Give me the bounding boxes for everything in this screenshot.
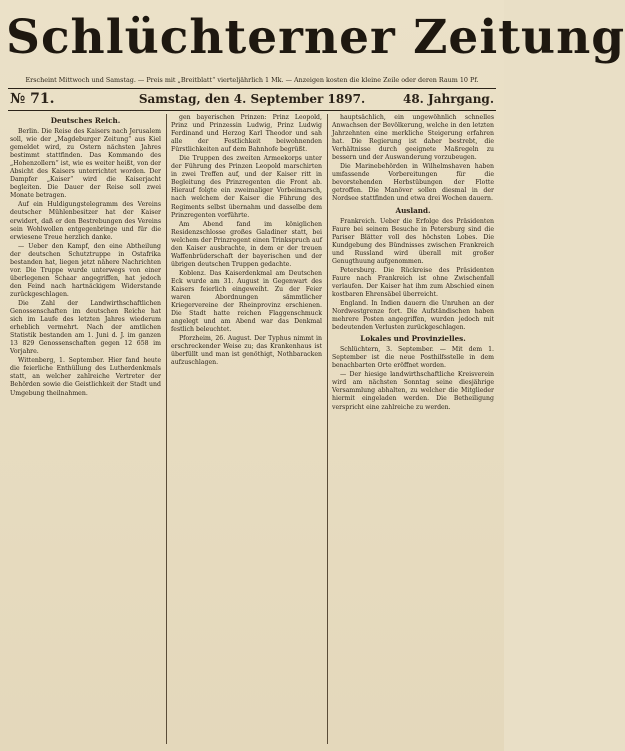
section-heading-deutsches-reich: Deutsches Reich. — [50, 116, 121, 125]
article-paragraph: Die Marinebehörden in Wilhelmshaven haben umfassende Vorbereitungen für die bevorstehenden Herbstübungen der Flotte getroffen. Die Manöver sollen diesmal in der Nordsee stattfinden und etwa drei Wochen dauern. — [332, 163, 494, 203]
article-paragraph: Die Truppen des zweiten Armeekorps unter der Führung des Prinzen Leopold marschirten in zwei Treffen auf, und der Kaiser ritt in Begleitung des Prinzregenten die Front ab. Hierauf folgte ein zweimaliger Vorbeimarsch, nach welchem der Kaiser die Führung des Regiments selbst übernahm und dasselbe dem Prinzregenten vorführte. — [171, 155, 322, 219]
column-1 — [10, 114, 161, 744]
article-paragraph: Petersburg. Die Rückreise des Präsidenten Faure nach Frankreich ist ohne Zwischenfall verlaufen. Der Kaiser hat ihm zum Abschied einen kostbaren Ehrensäbel überreicht. — [332, 266, 494, 298]
article-paragraph: Am Abend fand im königlichen Residenzschlosse großes Galadiner statt, bei welchem der Prinzregent einen Trinkspruch auf den Kaiser ausbrachte, in dem er der treuen Waffenbrüderschaft der bayerischen und der übrigen deutschen Truppen gedachte. — [171, 220, 322, 268]
column-3 — [332, 114, 494, 744]
masthead-title: Schlüchterner Zeitung — [6, 10, 625, 65]
article-paragraph: gen bayerischen Prinzen: Prinz Leopold, Prinz und Prinzessin Ludwig, Prinz Ludwig Ferdinand und Herzog Karl Theodor und sah alle der Festlichkeit beiwohnenden Fürstlichkeiten auf dem Bahnhofe begrüßt. — [171, 114, 322, 154]
column-2 — [171, 114, 322, 744]
top-rule — [8, 88, 496, 89]
article-paragraph: Pforzheim, 26. August. Der Typhus nimmt in erschreckender Weise zu; das Krankenhaus ist überfüllt und man ist genöthigt, Nothbaracken aufzuschlagen. — [171, 335, 322, 367]
issue-date: Samstag, den 4. September 1897. — [138, 92, 366, 106]
section-heading-lokales: Lokales und Provinzielles. — [360, 334, 466, 344]
column-divider — [166, 114, 167, 744]
article-paragraph: — Der hiesige landwirthschaftliche Kreisverein wird am nächsten Sonntag seine diesjährige Versammlung abhalten, zu welcher die Mitglieder hiermit eingeladen werden. Die Betheiligung verspricht eine zahlreiche zu werden. — [332, 371, 494, 411]
article-paragraph: — Ueber den Kampf, den eine Abtheilung der deutschen Schutztruppe in Ostafrika bestanden hat, liegen jetzt nähere Nachrichten vor. Die Truppe wurde unterwegs von einer überlegenen Schaar angegriffen, hat jedoch den Feind nach hartnäckigem Widerstande zurückgeschlagen. — [10, 242, 161, 298]
article-paragraph: hauptsächlich, ein ungewöhnlich schnelles Anwachsen der Bevölkerung, welche in den letzten Jahrzehnten eine merkliche Steigerung erfahren hat. Die Regierung ist daher bestrebt, die Verhältnisse durch geeignete Maßregeln zu bessern und der Auswanderung vorzubeugen. — [332, 114, 494, 162]
article-paragraph: Die Zahl der Landwirthschaftlichen Genossenschaften im deutschen Reiche hat sich im Laufe des letzten Jahres wiederum erheblich vermehrt. Nach der amtlichen Statistik bestanden am 1. Juni d. J. im ganzen 13 829 Genossenschaften gegen 12 658 im Vorjahre. — [10, 299, 161, 356]
article-paragraph: Auf ein Huldigungstelegramm des Vereins deutscher Mühlenbesitzer hat der Kaiser erwidert, daß er den Bestrebungen des Vereins sein Wohlwollen entgegenbringe und für die erwiesene Treue herzlich danke. — [10, 201, 161, 241]
article-paragraph: England. In Indien dauern die Unruhen an der Nordwestgrenze fort. Die Aufständischen haben mehrere Posten angegriffen, wurden jedoch mit bedeutenden Verlusten zurückgeschlagen. — [332, 299, 494, 332]
article-paragraph: Berlin. Die Reise des Kaisers nach Jerusalem soll, wie der „Magdeburger Zeitung“ aus Kiel gemeldet wird, zu Ostern nächsten Jahres bestimmt stattfinden. Das Kommando des „Hohenzollern“ ist, wie es weiter heißt, von der Absicht des Kaisers unterrichtet worden. Der Dampfer „Kaiser“ wird die Kaiserjacht begleiten. Die Dauer der Reise soll zwei Monate betragen. — [10, 128, 161, 200]
article-paragraph: Schlüchtern, 3. September. — Mit dem 1. September ist die neue Posthilfsstelle in dem benachbarten Orte eröffnet worden. — [332, 346, 494, 370]
article-paragraph: Koblenz. Das Kaiserdenkmal am Deutschen Eck wurde am 31. August in Gegenwart des Kaisers feierlich eingeweiht. Zu der Feier waren Abordnungen sämmtlicher Kriegervereine der Rheinprovinz erschienen. Die Stadt hatte reichen Flaggenschmuck angelegt und am Abend war das Denkmal festlich beleuchtet. — [171, 269, 322, 334]
column-divider — [327, 114, 328, 744]
section-heading-ausland: Ausland. — [395, 205, 431, 215]
issue-year: 48. Jahrgang. — [402, 92, 494, 106]
issue-number: № 71. — [10, 91, 55, 107]
bottom-rule — [8, 110, 496, 111]
article-paragraph: Frankreich. Ueber die Erfolge des Präsidenten Faure bei seinem Besuche in Petersburg sind die Pariser Blätter voll des höchsten Lobes. Die Kundgebung des Bündnisses zwischen Frankreich und Russland wird überall mit großer Genugthuung aufgenommen. — [332, 217, 494, 265]
subscription-line: Erscheint Mittwoch und Samstag. — Preis mit „Breitblatt“ vierteljährlich 1 Mk. — Anzeigen kosten die kleine Zeile oder deren Raum 10 Pf. — [25, 76, 479, 84]
issue-bar — [10, 90, 494, 108]
article-paragraph: Wittenberg, 1. September. Hier fand heute die feierliche Enthüllung des Lutherdenkmals statt, an welcher zahlreiche Vertreter der Behörden sowie die Geistlichkeit der Stadt und Umgebung theilnahmen. — [10, 357, 161, 397]
